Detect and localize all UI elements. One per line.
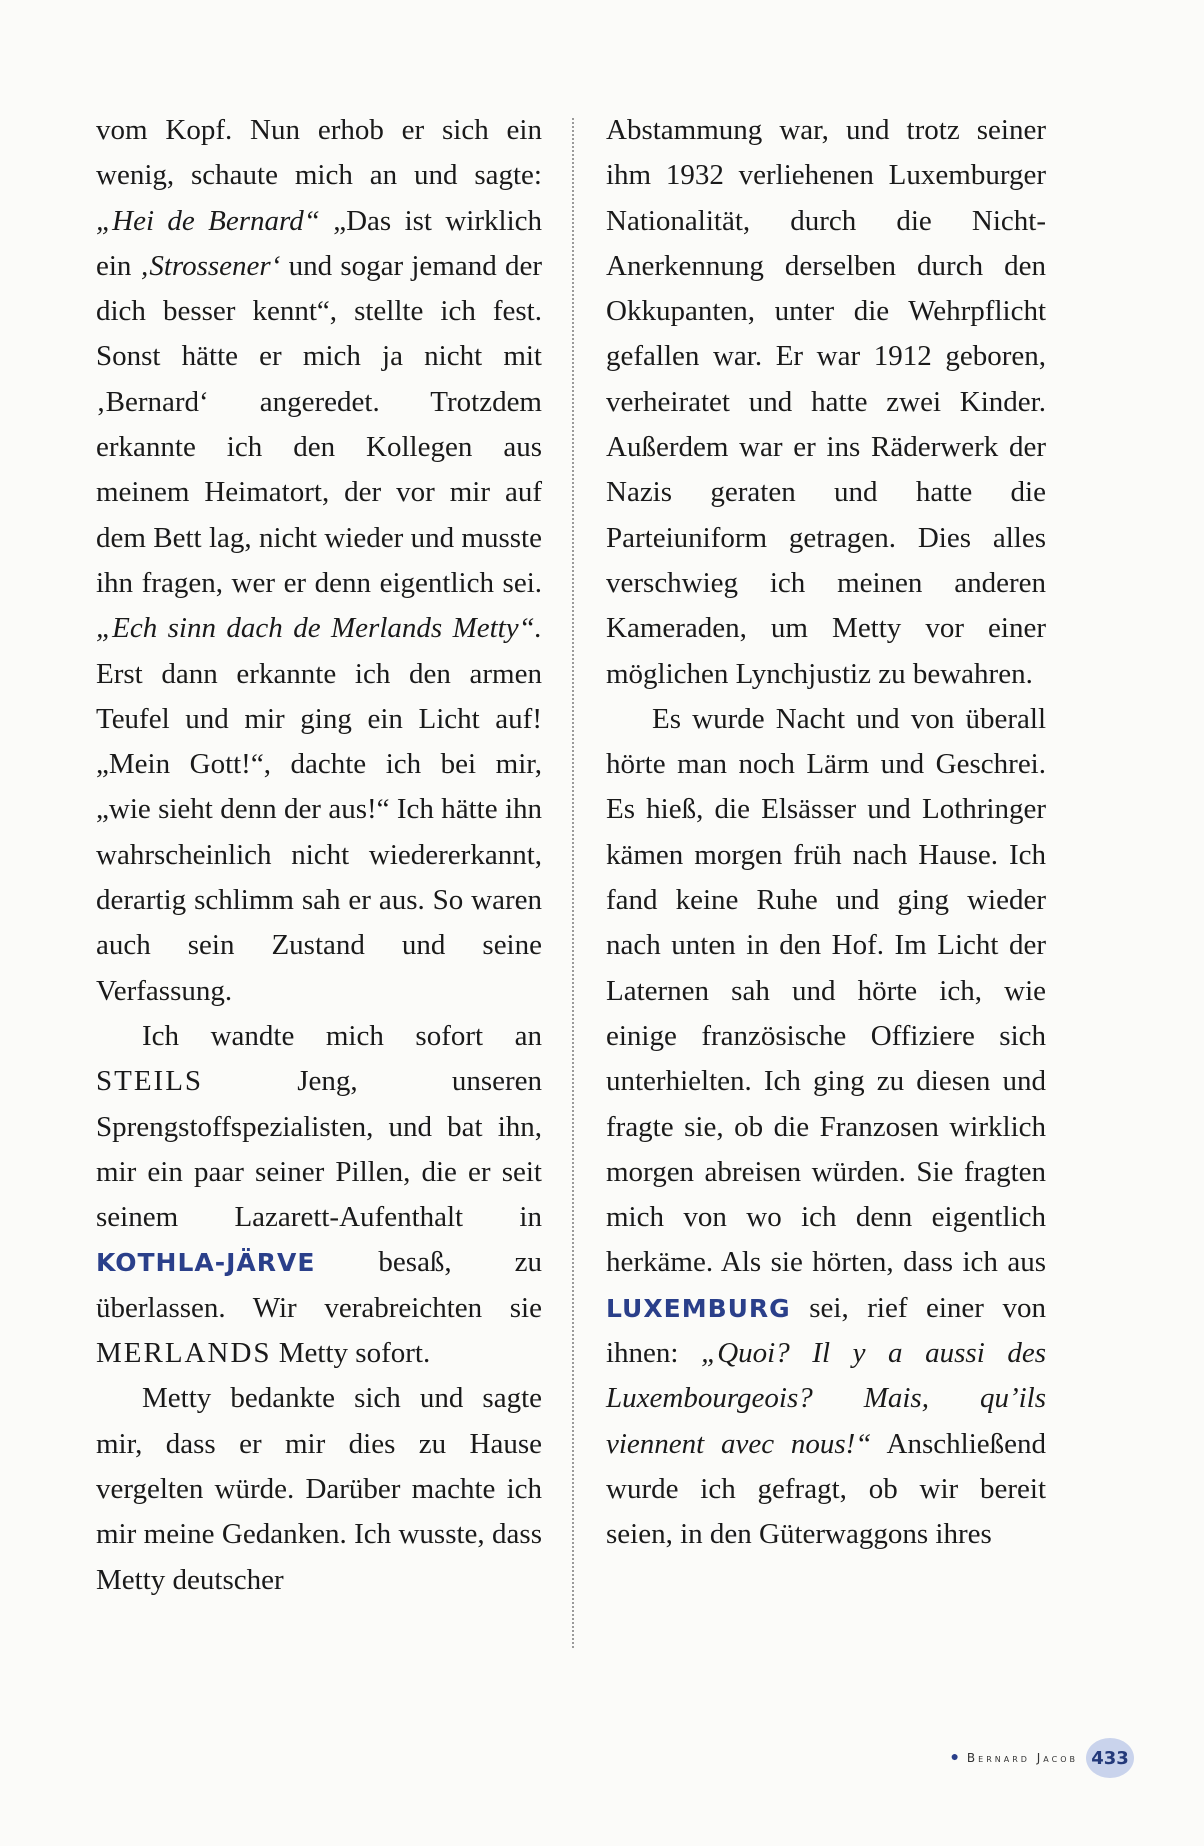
quoted-dialect-text: ‚Strossener‘ — [139, 249, 281, 282]
text-run: Anschließend wurde ich gefragt, ob wir bereit seien, in den Güterwaggons ihres — [606, 1427, 1047, 1551]
page-footer — [950, 1738, 1134, 1778]
text-run: Ich wandte mich sofort an — [142, 1019, 542, 1052]
text-run: Abstammung war, und trotz seiner ihm 1932 verliehenen Luxemburger Nationalität, durch die Nicht-Anerkennung derselben durch den Okkupanten, unter die Wehrpflicht gefallen war. Er war 1912 geboren, verheiratet und hatte zwei Kinder. Außerdem war er ins Räderwerk der Nazis geraten und hatte die Parteiuniform getragen. Dies alles verschwieg ich meinen anderen Kameraden, um Metty vor einer möglichen Lynchjustiz zu bewahren. — [606, 114, 1046, 690]
page-number: 433 — [1086, 1738, 1134, 1778]
paragraph — [606, 108, 1046, 697]
text-run: Erst dann erkannte ich den armen Teufel und mir ging ein Licht auf! „Mein Gott!“, dachte ich bei mir, „wie sieht denn der aus!“ Ich hätte ihn wahrscheinlich nicht wiedererkannt, derartig schlimm sah er aus. So waren auch sein Zustand und seine Verfassung. — [96, 657, 542, 1007]
paragraph — [96, 1376, 542, 1602]
text-run: vom Kopf. Nun erhob er sich ein wenig, schaute mich an und sagte: — [96, 114, 542, 192]
text-run: Metty bedankte sich und sagte mir, dass er mir dies zu Hause vergelten würde. Darüber machte ich mir meine Gedanken. Ich wusste, dass Metty deutscher — [96, 1382, 542, 1596]
text-run: besaß, zu überlassen. Wir verabreichten sie — [96, 1246, 542, 1324]
surname-caps: MERLANDS — [96, 1337, 272, 1370]
quoted-dialect-text: „Ech sinn dach de Merlands Metty“. — [96, 612, 542, 645]
text-run: „Das ist wirklich ein — [96, 204, 542, 282]
text-run: Metty sofort. — [271, 1337, 431, 1370]
running-author: Bernard Jacob — [966, 1751, 1078, 1765]
paragraph — [96, 108, 542, 1014]
text-run: sei, rief einer von ihnen: — [606, 1291, 1046, 1370]
paragraph — [606, 697, 1046, 1558]
text-run: Jeng, unseren Sprengstoffspezialisten, und bat ihn, mir ein paar seiner Pillen, die er seit seinem Lazarett-Aufenthalt in — [96, 1065, 542, 1234]
left-column — [96, 108, 542, 1603]
text-run: und sogar jemand der dich besser kennt“, stellte ich fest. Sonst hätte er mich ja nicht mit ‚Bernard‘ angeredet. Trotzdem erkannte ich den Kollegen aus meinem Heimatort, der vor mir auf dem Bett lag, nicht wieder und musste ihn fragen, wer er denn eigentlich sei. — [96, 249, 542, 599]
surname-caps: STEILS — [96, 1065, 204, 1098]
place-name: LUXEMBURG — [606, 1293, 791, 1323]
paragraph — [96, 1014, 542, 1376]
column-divider — [572, 118, 574, 1648]
place-name: KOTHLA-JÄRVE — [96, 1248, 316, 1278]
text-run: Es wurde Nacht und von überall hörte man noch Lärm und Geschrei. Es hieß, die Elsässer und Lothringer kämen morgen früh nach Hause. Ich fand keine Ruhe und ging wieder nach unten in den Hof. Im Licht der Laternen sah und hörte ich, wie einige französische Offiziere sich unterhielten. Ich ging zu diesen und fragte sie, ob die Franzosen wirklich morgen abreisen würden. Sie fragten mich von wo ich denn eigentlich herkäme. Als sie hörten, dass ich aus — [606, 702, 1046, 1279]
quoted-dialect-text: „Quoi? Il y a aussi des Luxembourgeois? Mais, qu’ils viennent avec nous!“ — [606, 1337, 1046, 1460]
right-column — [606, 108, 1046, 1558]
bullet-icon: ● — [950, 1750, 959, 1765]
quoted-dialect-text: „Hei de Bernard“ — [96, 204, 320, 237]
